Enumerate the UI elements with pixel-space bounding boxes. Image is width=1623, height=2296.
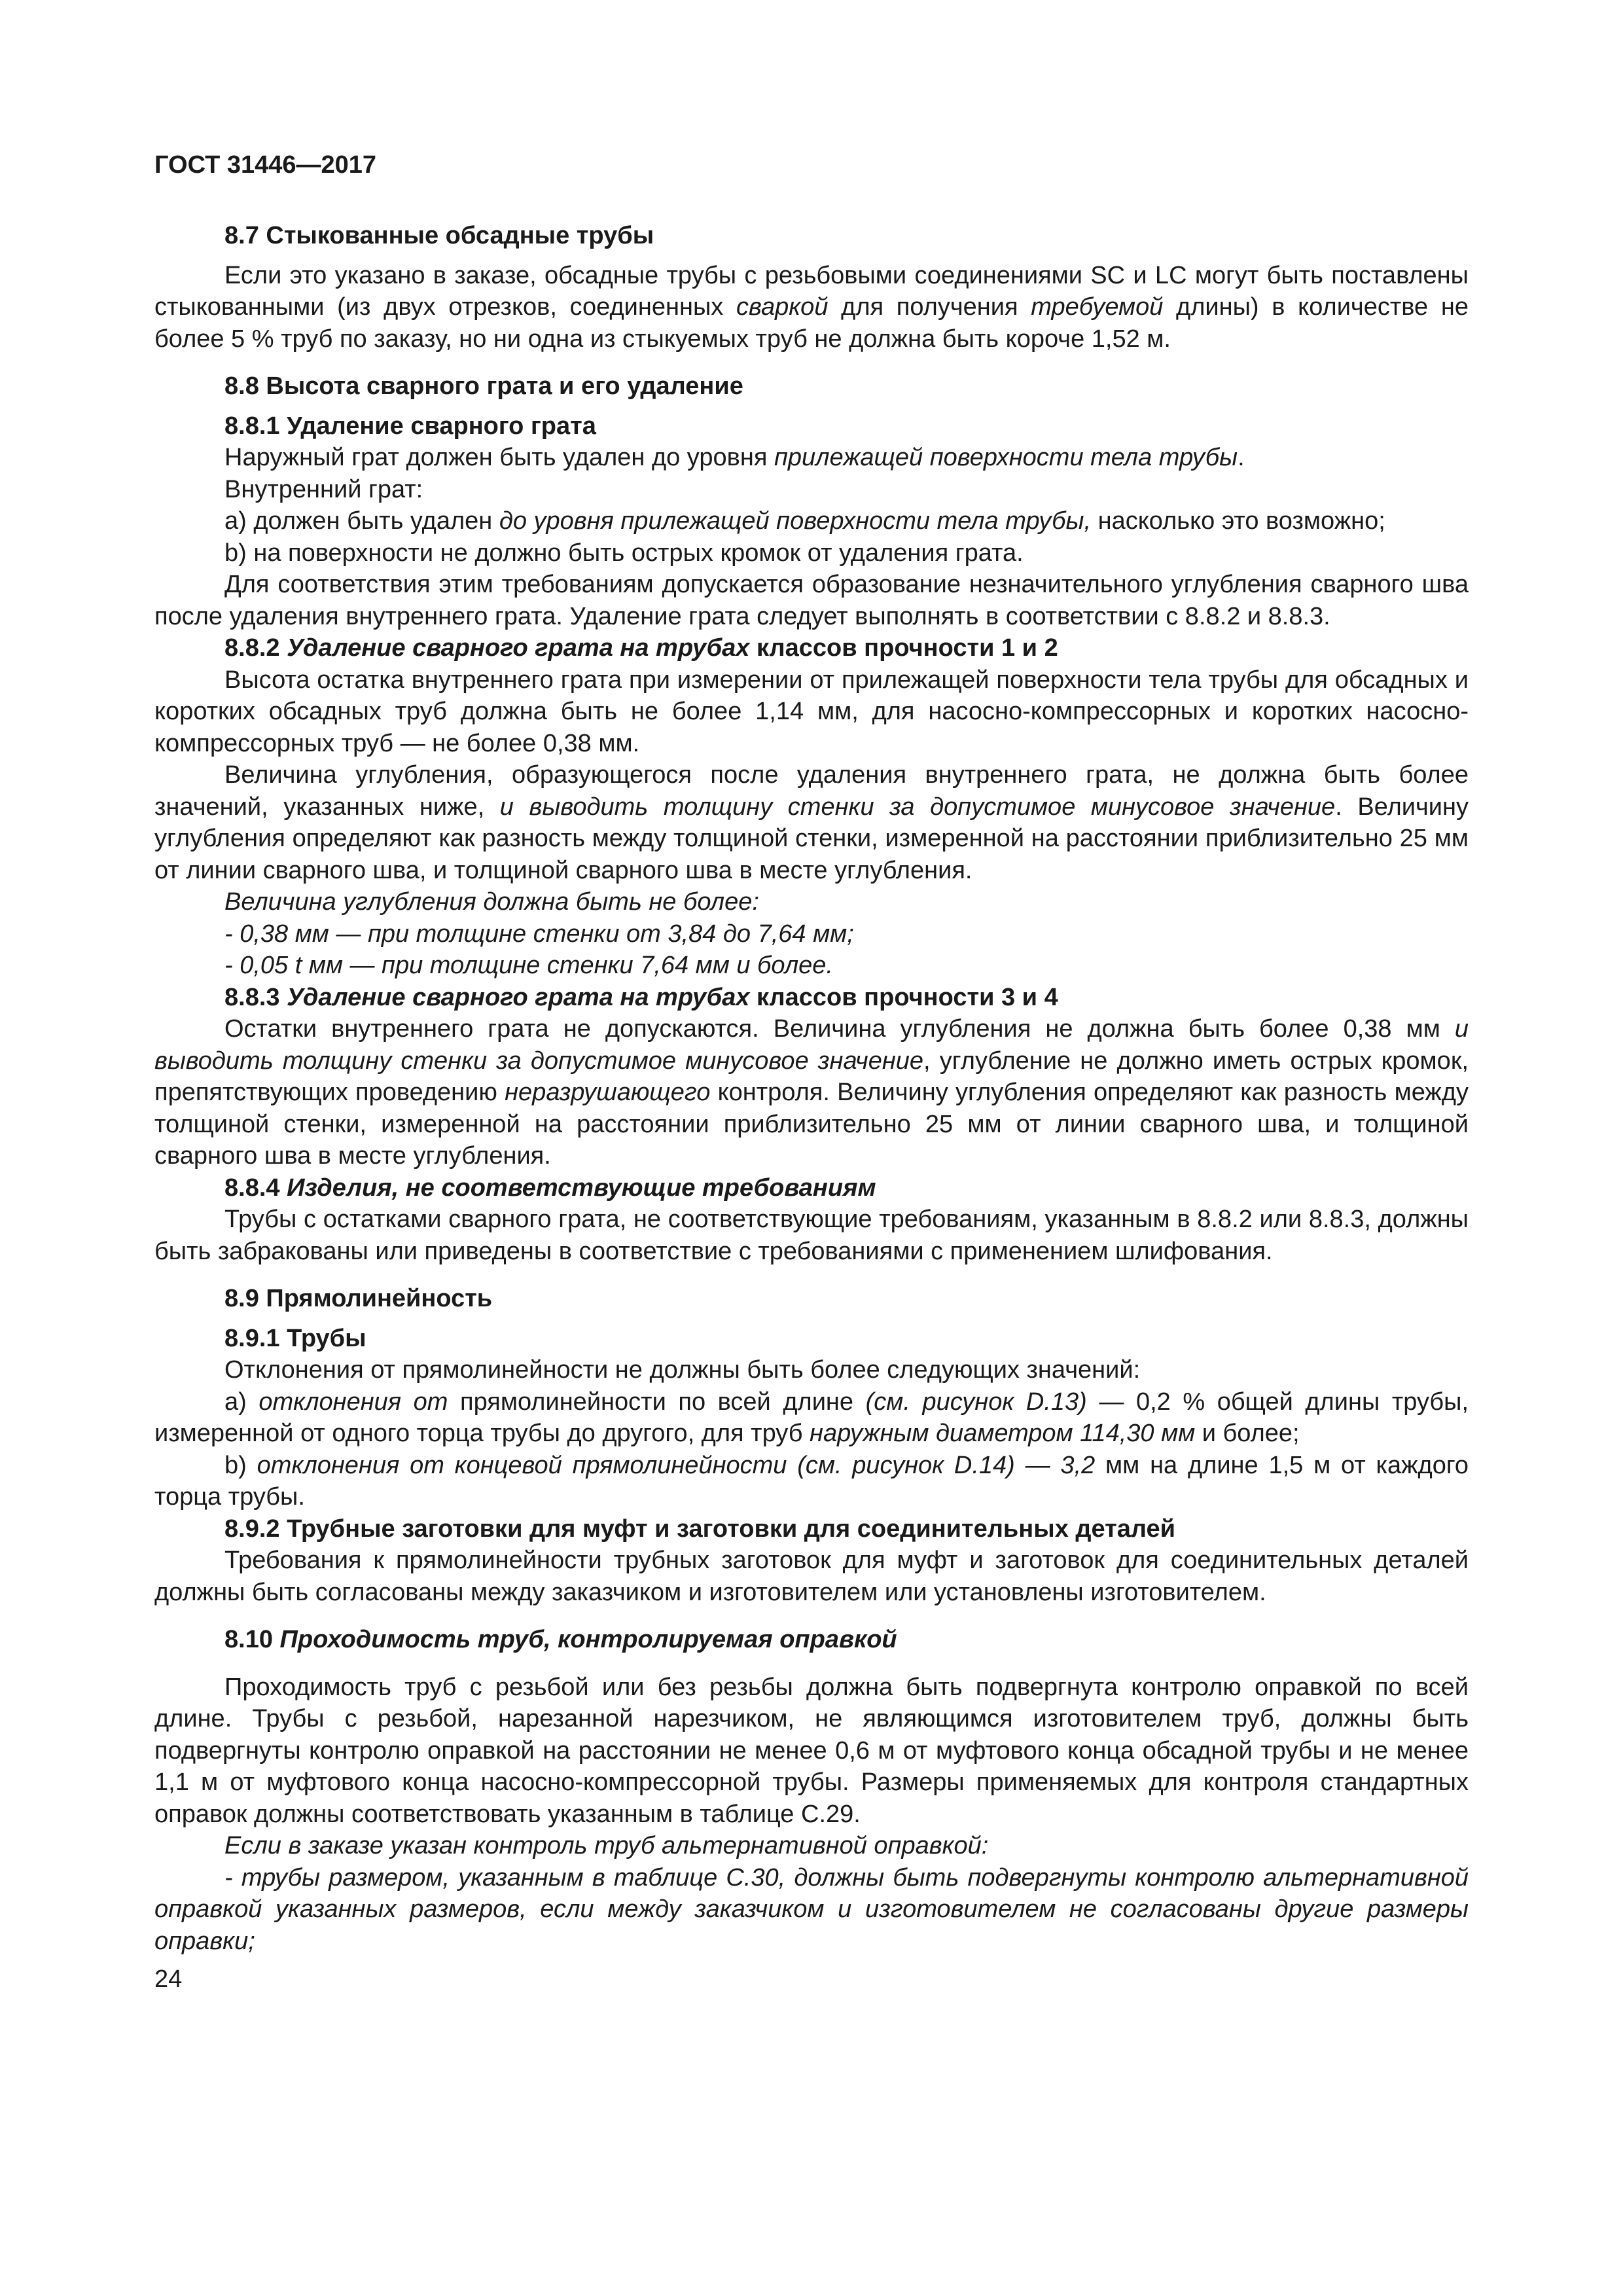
text-run: и выводить толщину стенки за допустимое минусовое значение bbox=[499, 793, 1336, 821]
section-8-8-3-title-italic: Удаление сварного грата на трубах bbox=[287, 983, 750, 1011]
section-8-10-title bbox=[154, 1624, 1469, 1656]
text-run: прямолинейности по всей длине bbox=[448, 1388, 866, 1416]
section-8-8-1-item-a bbox=[154, 505, 1469, 537]
section-8-10-number: 8.10 bbox=[224, 1626, 280, 1653]
section-8-8-1-title: 8.8.1 Удаление сварного грата bbox=[224, 412, 596, 440]
section-8-7-paragraph bbox=[154, 260, 1469, 355]
text-run: для получения bbox=[828, 293, 1031, 321]
section-8-10-alt-intro: Если в заказе указан контроль труб альтернативной оправкой: bbox=[224, 1832, 989, 1859]
section-8-9-1-intro: Отклонения от прямолинейности не должны быть более следующих значений: bbox=[224, 1356, 1141, 1384]
section-8-8-2-limit-1: - 0,38 мм — при толщине стенки от 3,84 до 7,64 мм; bbox=[224, 920, 854, 948]
text-run: неразрушающего bbox=[505, 1079, 711, 1106]
section-8-8-1-paragraph: Для соответствия этим требованиям допускается образование незначительного углубления сварного шва после удаления внутреннего грата. Удаление грата следует выполнять в соответствии с 8.8.2 и 8.8.3. bbox=[154, 571, 1469, 630]
text-run: требуемой bbox=[1031, 293, 1164, 321]
section-8-8-4-number: 8.8.4 bbox=[224, 1174, 287, 1202]
change-marked-block bbox=[154, 1830, 1469, 1957]
section-8-8-title: 8.8 Высота сварного грата и его удаление bbox=[224, 372, 743, 400]
section-8-8-3-number: 8.8.3 bbox=[224, 983, 287, 1011]
section-8-7-title: 8.7 Стыкованные обсадные трубы bbox=[224, 222, 654, 249]
section-8-8-3-title-rest: классов прочности 3 и 4 bbox=[749, 983, 1058, 1011]
section-8-9-1-title: 8.9.1 Трубы bbox=[224, 1324, 366, 1352]
text-run: длины) в количестве не более 5 % труб по заказу, но ни одна из стыкуемых труб не должна быть короче 1,52 м. bbox=[154, 293, 1469, 353]
section-8-9-2-paragraph: Требования к прямолинейности трубных заготовок для муфт и заготовок для соединительных деталей должны быть согласованы между заказчиком и изготовителем или установлены изготовителем. bbox=[154, 1547, 1469, 1606]
section-8-9-title: 8.9 Прямолинейность bbox=[224, 1285, 493, 1312]
text-run: . Величину углубления определяют как разность между толщиной стенки, измеренной на расстоянии приблизительно 25 мм от линии сварного шва, и толщиной сварного шва в месте углубления. bbox=[154, 793, 1469, 884]
text-run: сваркой bbox=[736, 293, 829, 321]
section-8-8-4-paragraph: Трубы с остатками сварного грата, не соответствующие требованиям, указанным в 8.8.2 или 8.8.3, должны быть забракованы или приведены в соответствие с требованиями с применением шлифования. bbox=[154, 1206, 1469, 1265]
section-8-8-2-paragraph-1: Высота остатка внутреннего грата при измерении от прилежащей поверхности тела трубы для обсадных и коротких обсадных труб должна быть не более 1,14 мм, для насосно-компрессорных и коротких насосно-компрессорных труб — не более 0,38 мм. bbox=[154, 666, 1469, 757]
section-8-8-3-title bbox=[154, 982, 1469, 1014]
section-8-8-2-limit-intro: Величина углубления должна быть не более: bbox=[224, 888, 759, 916]
text-run: до уровня прилежащей поверхности тела трубы, bbox=[499, 507, 1092, 535]
section-8-8-2-limit-2: - 0,05 t мм — при толщине стенки 7,64 мм и более. bbox=[224, 952, 833, 979]
section-8-10-title-italic: Проходимость труб, контролируемая оправкой bbox=[279, 1626, 897, 1653]
text-run: а) bbox=[224, 1388, 259, 1416]
text-run: отклонения от концевой прямолинейности (см. рисунок D.14) — 3,2 bbox=[257, 1451, 1096, 1479]
text-run: и более; bbox=[1195, 1420, 1300, 1447]
section-8-9-1-item-a bbox=[154, 1386, 1469, 1450]
text-run: — 0,2 % общей длины трубы, измеренной от одного торца трубы до другого, для труб bbox=[154, 1388, 1469, 1447]
text-run: Величина углубления, образующегося после удаления внутреннего грата, не должна быть более значений, указанных ниже, bbox=[154, 761, 1469, 821]
text-run: Если это указано в заказе, обсадные трубы с резьбовыми соединениями SC и LC могут быть поставлены стыкованными (из двух отрезков, соединенных bbox=[154, 261, 1469, 321]
section-8-8-1-line-2: Внутренний грат: bbox=[224, 475, 423, 503]
section-8-10-alt-item: - трубы размером, указанным в таблице С.30, должны быть подвергнуты контролю альтернативной оправкой указанных размеров, если между заказчиком и изготовителем не согласованы другие размеры оправки; bbox=[154, 1863, 1469, 1955]
section-8-8-4-title-italic: Изделия, не соответствующие требованиям bbox=[287, 1174, 876, 1202]
text-run: Остатки внутреннего грата не допускаются. Величина углубления не должна быть более 0,38 мм bbox=[224, 1015, 1455, 1043]
section-8-8-1-line-1 bbox=[154, 442, 1469, 474]
text-run: . bbox=[1238, 444, 1245, 471]
text-run: (см. рисунок D.13) bbox=[865, 1388, 1087, 1416]
section-8-9-2-title: 8.9.2 Трубные заготовки для муфт и заготовки для соединительных деталей bbox=[224, 1515, 1176, 1543]
section-8-8-2-number: 8.8.2 bbox=[224, 634, 287, 662]
section-8-8-1-item-b: b) на поверхности не должно быть острых кромок от удаления грата. bbox=[224, 539, 1024, 567]
text-run: отклонения от bbox=[259, 1388, 448, 1416]
text-run: наружным диаметром 114,30 мм bbox=[810, 1420, 1196, 1447]
section-8-8-2-paragraph-2 bbox=[154, 759, 1469, 886]
text-run: и выводить толщину стенки за допустимое минусовое значение bbox=[154, 1015, 1469, 1075]
document-page bbox=[154, 149, 1469, 2165]
text-run: мм на длине 1,5 м от каждого торца трубы. bbox=[154, 1451, 1469, 1511]
text-run: насколько это возможно; bbox=[1091, 507, 1385, 535]
text-run: прилежащей поверхности тела трубы bbox=[774, 444, 1238, 471]
text-run: b) bbox=[224, 1451, 257, 1479]
text-run: Наружный грат должен быть удален до уровня bbox=[224, 444, 774, 471]
section-8-8-3-paragraph bbox=[154, 1013, 1469, 1172]
text-run: , углубление не должно иметь острых кромок, препятствующих проведению bbox=[154, 1047, 1469, 1106]
section-8-9-1-item-b bbox=[154, 1450, 1469, 1513]
section-8-8-2-title-italic: Удаление сварного грата на трубах bbox=[287, 634, 750, 662]
page-number: 24 bbox=[154, 1965, 183, 1993]
section-8-8-4-title bbox=[154, 1172, 1469, 1204]
section-8-8-2-title bbox=[154, 632, 1469, 664]
document-header: ГОСТ 31446—2017 bbox=[154, 151, 377, 179]
text-run: контроля. Величину углубления определяют как разность между толщиной стенки, измеренной на расстоянии приблизительно 25 мм от линии сварного шва, и толщиной сварного шва в месте углубления. bbox=[154, 1079, 1469, 1170]
section-8-8-2-title-rest: классов прочности 1 и 2 bbox=[749, 634, 1058, 662]
text-run: а) должен быть удален bbox=[224, 507, 499, 535]
section-8-10-paragraph-1: Проходимость труб с резьбой или без резьбы должна быть подвергнута контролю оправкой по всей длине. Трубы с резьбой, нарезанной нарезчиком, не являющимся изготовителем труб, должны быть подвергнуты контролю оправкой на расстоянии не менее 0,6 м от муфтового конца обсадной трубы и не менее 1,1 м от муфтового конца насосно-компрессорной трубы. Размеры применяемых для контроля стандартных оправок должны соответствовать указанным в таблице С.29. bbox=[154, 1673, 1469, 1828]
